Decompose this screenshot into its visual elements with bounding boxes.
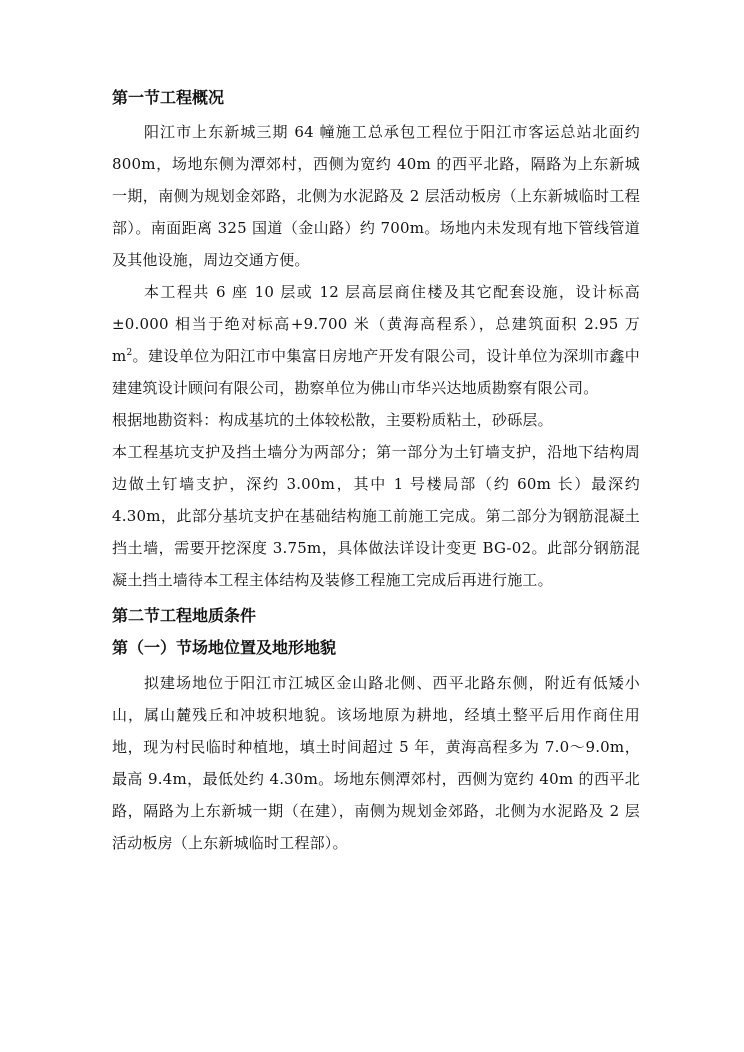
superscript-squared: 2 [126, 348, 133, 358]
section-heading-geology: 第二节工程地质条件 [112, 606, 257, 625]
paragraph-project-scope-text-cont: 。建设单位为阳江市中集富日房地产开发有限公司，设计单位为深圳市鑫中建建筑设计顾问有限公司，勘察单位为佛山市华兴达地质勘察有限公司。 [112, 347, 640, 397]
section-heading-overview: 第一节工程概况 [112, 88, 225, 107]
paragraph-terrain: 拟建场地位于阳江市江城区金山路北侧、西平北路东侧，附近有低矮小山，属山麓残丘和冲坡积地貌。该场地原为耕地，经填土整平后用作商住用地，现为村民临时种植地，填土时间超过 5 年，黄海高程多为 7.0～9.0m，最高 9.4m，最低处约 4.30m。场地东侧潭郊村，西侧为宽约 40m 的西平北路，隔路为上东新城一期（在建），南侧为规划金郊路，北侧为水泥路及 2 层活动板房（上东新城临时工程部）。 [112, 674, 640, 852]
subsection-heading-terrain: 第（一）节场地位置及地形地貌 [112, 638, 337, 657]
paragraph-site-location: 阳江市上东新城三期 64 幢施工总承包工程位于阳江市客运总站北面约 800m，场地东侧为潭郊村，西侧为宽约 40m 的西平北路，隔路为上东新城一期，南侧为规划金郊路，北侧为水泥路及 2 层活动板房（上东新城临时工程部）。南面距离 325 国道（金山路）约 700m。场地内未发现有地下管线管道及其他设施，周边交通方便。 [112, 123, 640, 269]
document-page [112, 88, 640, 859]
paragraph-project-scope-text: 本工程共 6 座 10 层或 12 层高层商住楼及其它配套设施，设计标高±0.000 相当于绝对标高+9.700 米（黄海高程系），总建筑面积 2.95 万m [112, 283, 640, 365]
paragraph-survey-data: 根据地勘资料：构成基坑的土体较松散，主要粉质粘土，砂砾层。 [112, 411, 553, 429]
paragraph-project-scope [112, 276, 640, 404]
paragraph-excavation-support: 本工程基坑支护及挡土墙分为两部分；第一部分为土钉墙支护，沿地下结构周边做土钉墙支护，深约 3.00m，其中 1 号楼局部（约 60m 长）最深约 4.30m，此部分基坑支护在基础结构施工前施工完成。第二部分为钢筋混凝土挡土墙，需要开挖深度 3.75m，具体做法详设计变更 BG-02。此部分钢筋混凝土挡土墙待本工程主体结构及装修工程施工完成后再进行施工。 [112, 443, 640, 589]
